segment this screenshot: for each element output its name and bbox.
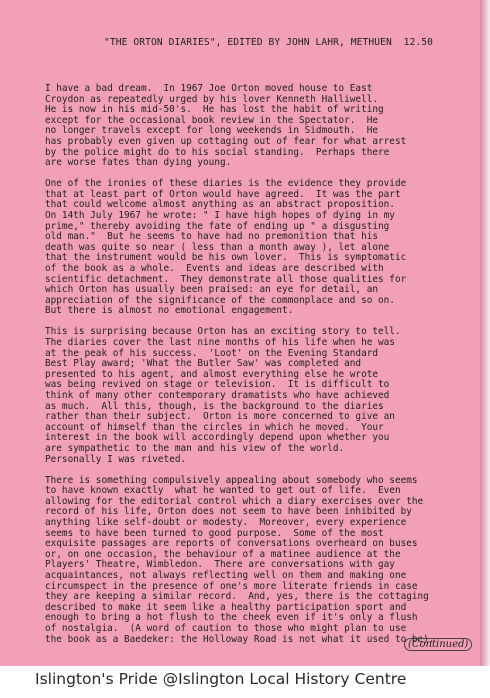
text-line: Best Play award; 'What the Butler Saw' was completed and (45, 358, 362, 370)
text-line: He is now in his mid-50's. He has lost the habit of writing (45, 104, 384, 116)
paragraph (45, 179, 465, 317)
text-line: presented to his agent, and almost everything else he wrote (45, 368, 379, 380)
text-line: that the instrument would be his own lover. This is symptomatic (45, 252, 407, 264)
text-line: by the police might do to his social standing. Perhaps there (45, 146, 390, 158)
text-line: This is surprising because Orton has an exciting story to tell. (45, 326, 401, 338)
footer-banner (0, 666, 490, 698)
text-line: prime," thereby avoiding the fate of ending up " a disgusting (45, 220, 390, 232)
text-line: Players' Theatre, Wimbledon. There are conversations with gay (45, 559, 395, 571)
text-line: Personally I was riveted. (45, 453, 187, 465)
text-line: that could welcome almost anything as an abstract proposition. (45, 199, 395, 211)
text-line: enough to bring a hot flush to the cheek even if it's only a flush (45, 612, 418, 624)
page-edge (480, 0, 490, 666)
text-line: of the book as a whole. Events and ideas are described with (45, 263, 384, 274)
text-line: described to make it seem like a healthy participation sport and (45, 601, 407, 613)
paragraph (45, 327, 465, 465)
text-line: was being revived on stage or television. It is difficult to (45, 379, 390, 391)
paragraph (45, 476, 465, 646)
text-line: that at least part of Orton would have agreed. It was the part (45, 188, 401, 200)
text-line: circumspect in the presence of one's more literate friends in case (45, 580, 418, 592)
text-line: think of many other contemporary dramatists who have achieved (45, 390, 390, 402)
text-line: old man." But he seems to have had no premonition that his (45, 231, 379, 243)
text-line: death was quite so near ( less than a month away ), let alone (45, 241, 390, 253)
text-line: to have known exactly what he wanted to get out of life. Even (45, 485, 401, 497)
text-line: allowing for the editorial control which a diary exercises over the (45, 495, 424, 507)
text-line: The diaries cover the last nine months of his life when he was (45, 337, 395, 349)
text-line: as much. All this, though, is the background to the diaries (45, 400, 384, 412)
text-line: Croydon as repeatedly urged by his lover Kenneth Halliwell. (45, 93, 379, 105)
page-header: "THE ORTON DIARIES", EDITED BY JOHN LAHR, METHUEN 12.50 (104, 37, 434, 48)
text-line: at the peak of his success. 'Loot' on the Evening Standard (45, 347, 379, 359)
text-line: no longer travels except for long weekends in Sidmouth. He (45, 125, 379, 137)
paragraph (45, 84, 465, 169)
text-line: acquaintances, not always reflecting well on them and making one (45, 570, 407, 582)
text-line: are worse fates than dying young. (45, 157, 232, 169)
text-line: But there is almost no emotional engagement. (45, 305, 294, 317)
text-line: or, on one occasion, the behaviour of a matinee audience at the (45, 548, 401, 560)
text-line: they are keeping a similar record. And, yes, there is the cottaging (45, 591, 429, 603)
text-line: the book as a Baedeker: the Holloway Road is not what it used to be). (45, 633, 435, 645)
text-line: There is something compulsively appealing about somebody who seems (45, 474, 418, 486)
text-line: which Orton has usually been praised: an eye for detail, an (45, 284, 379, 296)
footer-credit: Islington's Pride @Islington Local History Centre (35, 670, 407, 688)
text-line: interest in the book will accordingly depend upon whether you (45, 432, 390, 444)
article-body (45, 84, 465, 656)
text-line: One of the ironies of these diaries is the evidence they provide (45, 178, 407, 190)
text-line: anything like self-doubt or modesty. Moreover, every experience (45, 517, 407, 529)
text-line: account of himself than the circles in which he moved. Your (45, 421, 384, 433)
text-line: of nostalgia. (A word of caution to those who might plan to use (45, 623, 407, 634)
text-line: scientific detachment. They demonstrate all those qualities for (45, 273, 407, 285)
text-line: except for the occasional book review in the Spectator. He (45, 114, 379, 126)
text-line: are sympathetic to the man and his view of the world. (45, 443, 345, 454)
text-line: record of his life, Orton does not seem to have been inhibited by (45, 506, 412, 518)
text-line: exquisite passages are reports of conversations overheard on buses (45, 538, 418, 550)
text-line: has probably even given up cottaging out of fear for what arrest (45, 135, 407, 147)
text-line: I have a bad dream. In 1967 Joe Orton moved house to East (45, 83, 373, 94)
text-line: On 14th July 1967 he wrote: " I have high hopes of dying in my (45, 210, 395, 222)
text-line: appreciation of the significance of the commonplace and so on. (45, 294, 395, 306)
text-line: seems to have been turned to good purpose. Some of the most (45, 527, 384, 539)
continued-note: (Continued) (404, 638, 472, 651)
text-line: rather than their subject. Orton is more concerned to give an (45, 411, 395, 423)
